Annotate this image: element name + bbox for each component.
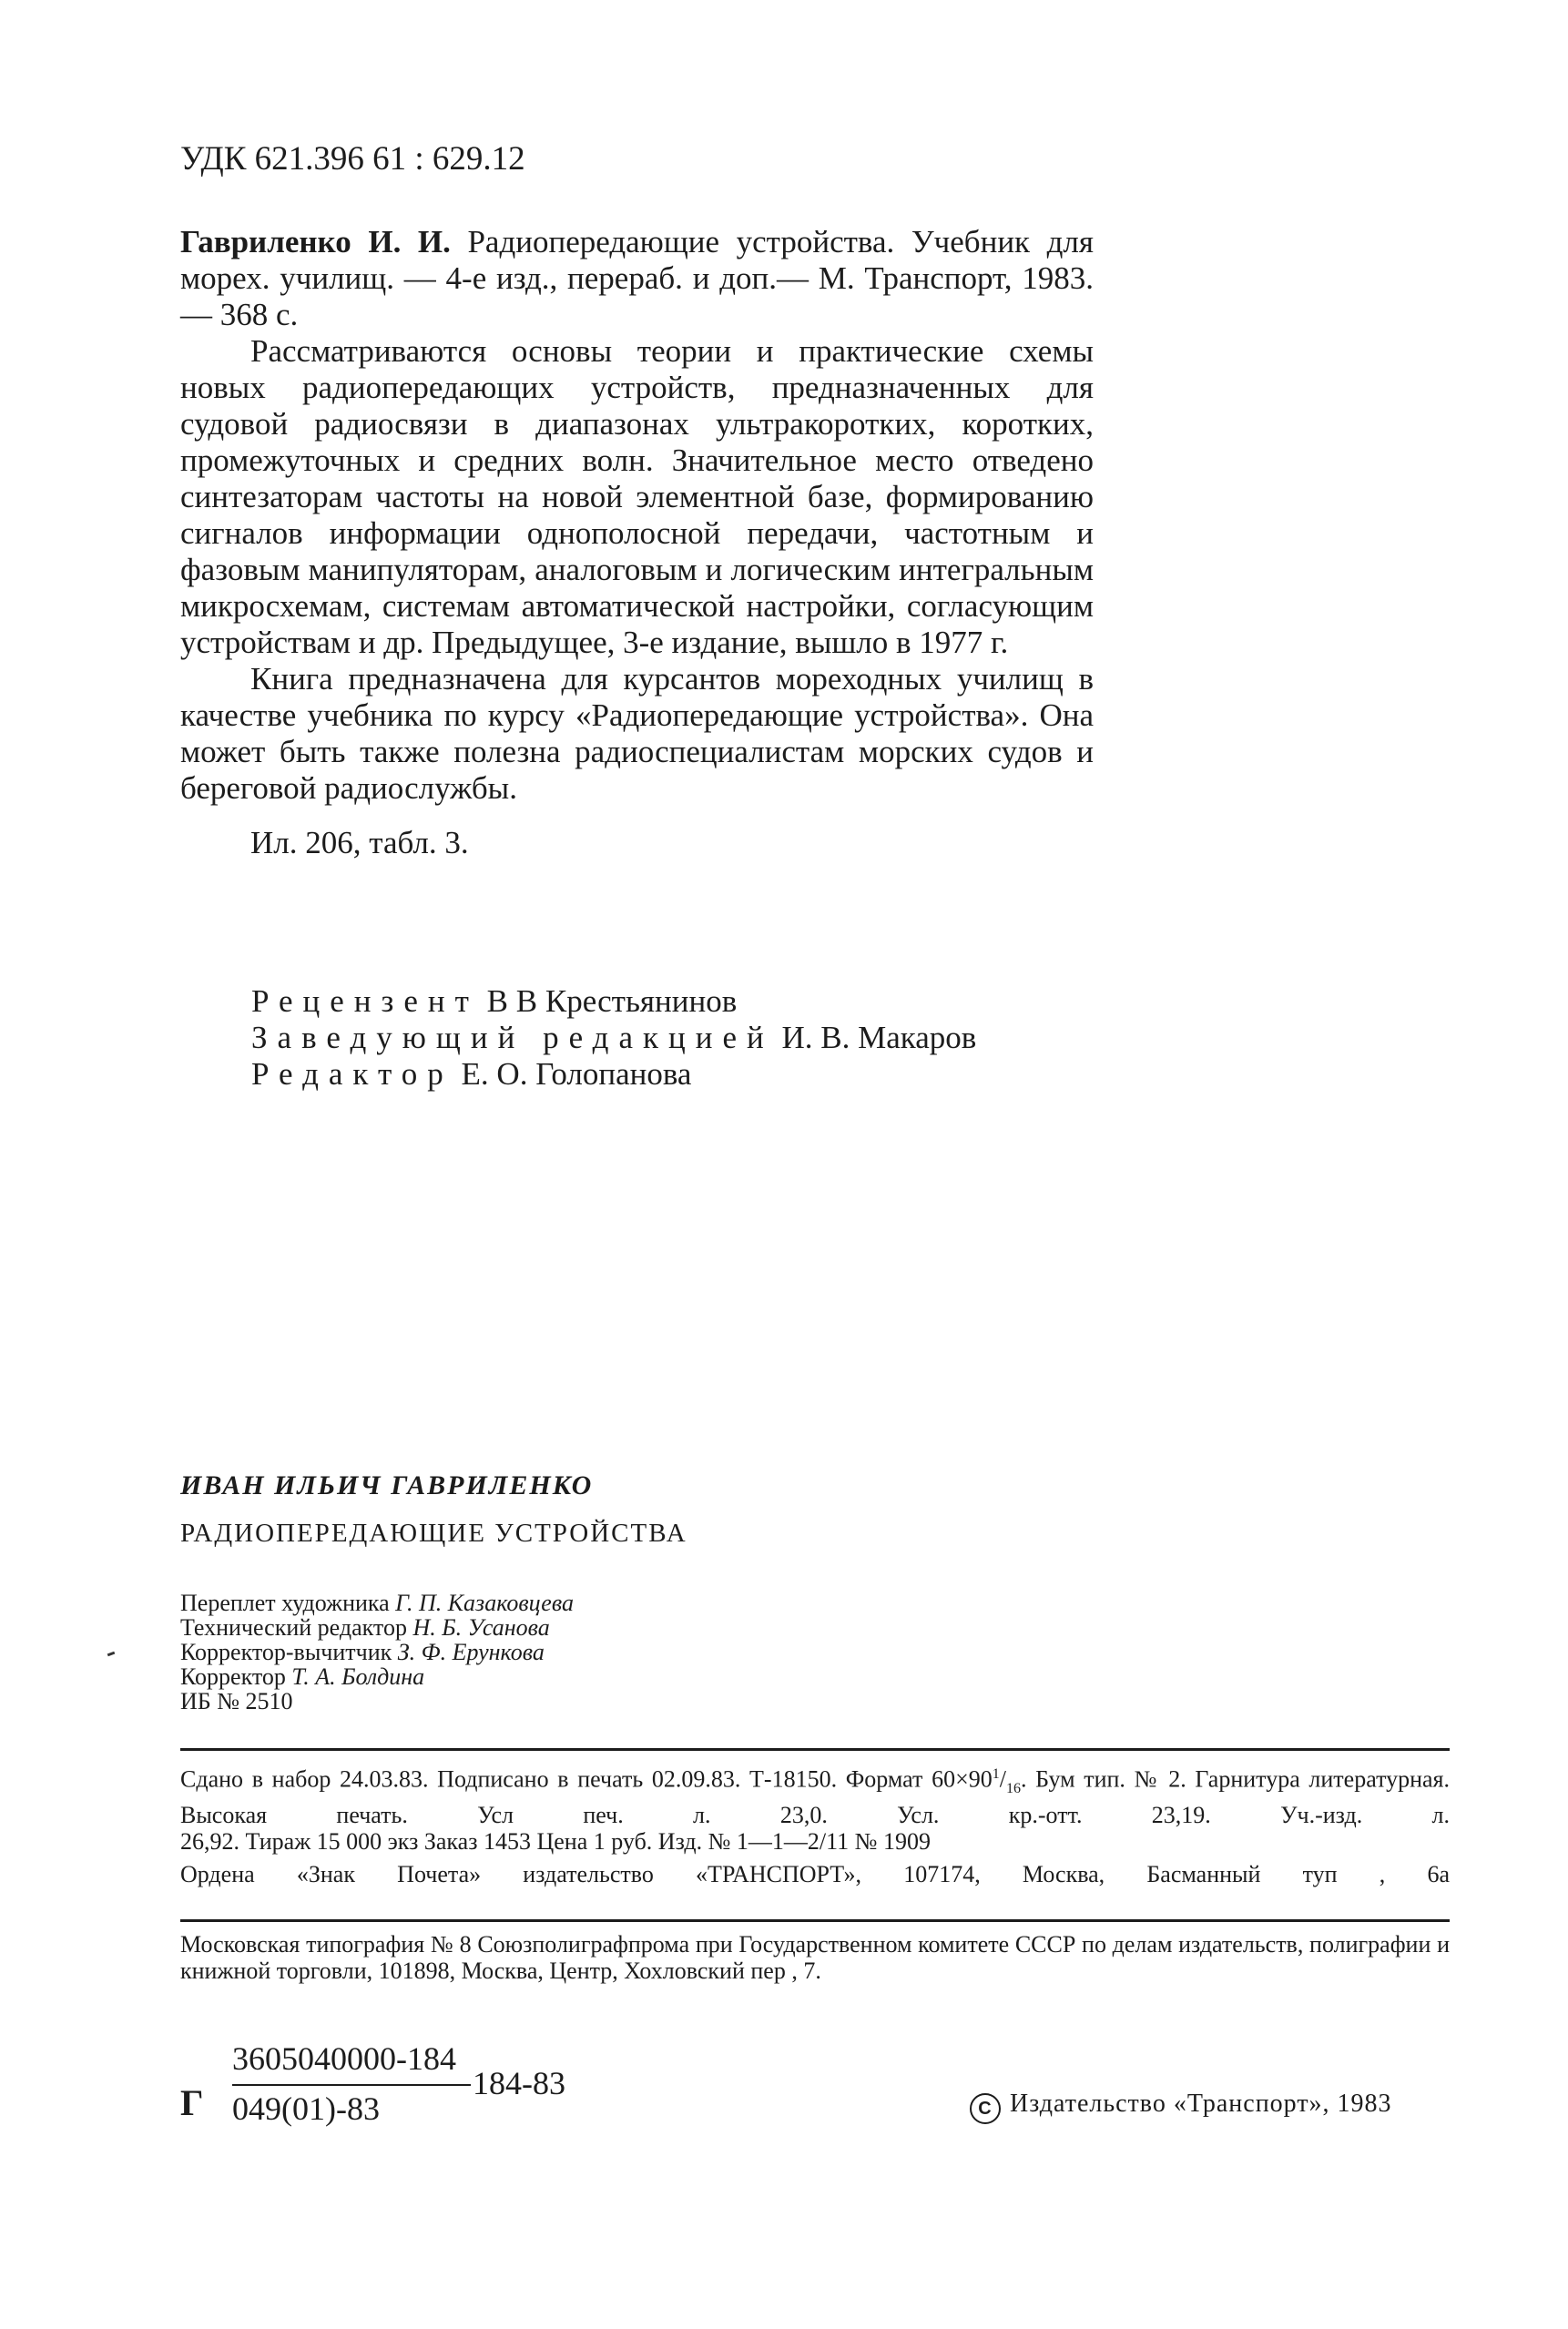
printer-info: Московская типография № 8 Союзполиграфпрома при Государственном комитете СССР по делам издательств, полиграфии и книжной торговли, 101898, Москва, Центр, Хохловский пер , 7. (180, 1931, 1450, 1984)
editor-label: Редактор (251, 1056, 453, 1092)
divider (180, 1748, 1450, 1751)
production-staff (180, 1591, 574, 1714)
description-paragraph: Рассматриваются основы теории и практические схемы новых радиопередающих устройств, предназначенных для судовой радиосвязи в диапазонах ультракоротких, коротких, промежуточных и средних волн. Значительное место отведено синтезаторам частоты на новой элементной базе, формированию сигналов информации однополосной передачи, частотным и фазовым манипуляторам, аналоговым и логическим интегральным микросхемам, системам автоматической настройки, согласующим устройствам и др. Предыдущее, 3-е издание, вышло в 1977 г. (180, 333, 1094, 660)
head-editor-line (251, 1020, 976, 1056)
staff-line (180, 1640, 574, 1664)
print-specs: Сдано в набор 24.03.83. Подписано в печать 02.09.83. Т-18150. Формат $60\times 90^1/_{16}$. Бум тип. № 2. Гарнитура литературная. Высокая печать. Усл печ. л. 23,0. Усл. кр.-отт. 23,19. Уч.-изд. л. (180, 1765, 1451, 1828)
publisher-address: Ордена «Знак Почета» издательство «ТРАНСПОРТ», 107174, Москва, Басманный туп , 6а (180, 1861, 1450, 1887)
citation-text: Радиопередающие устройства. Учебник для морех. училищ. — 4-е изд., перераб. и доп.— М. Транспорт, 1983. — 368 с. (180, 224, 1094, 332)
citation (180, 224, 1094, 333)
fraction-line (232, 2084, 471, 2086)
staff-line (180, 1615, 574, 1640)
code-denominator: 049(01)-83 (232, 2090, 380, 2127)
head-editor-name: И. В. Макаров (781, 1020, 977, 1055)
reviewer-name: В В Крестьянинов (486, 983, 738, 1019)
format-sub: 16 (1005, 1780, 1021, 1796)
staff-line (180, 1664, 574, 1689)
staff-name: Г. П. Казаковцева (395, 1590, 574, 1616)
audience-paragraph: Книга предназначена для курсантов мореходных училищ в качестве учебника по курсу «Радиопередающие устройства». Она может быть также полезна радиоспециалистам морских судов и береговой радиослужбы. (180, 661, 1094, 806)
print-run: 26,92. Тираж 15 000 экз Заказ 1453 Цена 1 руб. Изд. № 1—1—2/11 № 1909 (180, 1827, 931, 1855)
editor-line (251, 1056, 976, 1093)
copyright-text: Издательство «Транспорт», 1983 (1010, 2090, 1392, 2118)
staff-role: Корректор (180, 1663, 286, 1690)
book-author: ИВАН ИЛЬИЧ ГАВРИЛЕНКО (180, 1470, 594, 1500)
book-title: РАДИОПЕРЕДАЮЩИЕ УСТРОЙСТВА (180, 1519, 687, 1548)
staff-name: Т. А. Болдина (291, 1663, 425, 1690)
code-suffix: 184-83 (473, 2065, 565, 2101)
print-specs-end: . Бум тип. № 2. Гарнитура литературная. Высокая печать. Усл печ. л. 23,0. Усл. кр.-отт. 23,19. Уч.-изд. л. (180, 1765, 1451, 1828)
ib-number: ИБ № 2510 (180, 1688, 293, 1714)
staff-role: Корректор-вычитчик (180, 1639, 392, 1665)
copyright-icon: C (970, 2093, 1001, 2124)
staff-role: Переплет художника (180, 1590, 390, 1616)
credits-block (251, 983, 976, 1093)
udk-code: УДК 621.396 61 : 629.12 (180, 140, 525, 178)
illustrations-count: Ил. 206, табл. 3. (250, 825, 469, 860)
head-editor-label: Заведующий редакцией (251, 1020, 774, 1055)
staff-name: Н. Б. Усанова (412, 1614, 550, 1641)
divider (180, 1919, 1450, 1922)
staff-role: Технический редактор (180, 1614, 407, 1641)
publication-details (180, 1761, 1450, 1855)
annotation (180, 224, 1094, 861)
citation-author: Гавриленко И. И. (180, 224, 451, 259)
stray-mark (107, 1652, 116, 1657)
staff-line (180, 1591, 574, 1615)
print-specs-start: Сдано в набор 24.03.83. Подписано в печать 02.09.83. Т-18150. Формат 60×90 (180, 1765, 993, 1793)
format-sup: 1 (992, 1766, 1000, 1782)
code-numerator: 3605040000-184 (232, 2040, 456, 2077)
copyright-notice (970, 2090, 1392, 2124)
reviewer-line (251, 983, 976, 1020)
editor-name: Е. О. Голопанова (461, 1056, 692, 1092)
reviewer-label: Рецензент (251, 983, 479, 1019)
code-letter: Г (180, 2082, 204, 2123)
staff-name: З. Ф. Ерункова (397, 1639, 545, 1665)
